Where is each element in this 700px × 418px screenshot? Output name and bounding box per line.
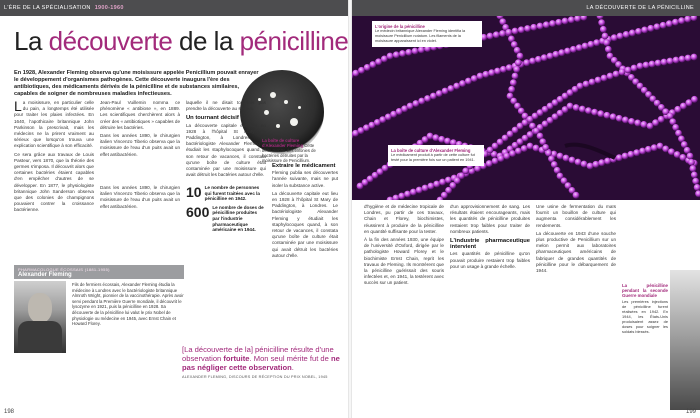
body-column-3: laquelle il ne disait toutefois pas prendre la découverte au sérieux. Un tournant décisif La découverte capitale eut lieu en 1928 à l'hôpital St Mary de Paddington, à Londres. Le bactériologiste Alexander Fleming y étudiait les staphylocoques quand, à son retour de vacances, il constata qu'une boîte de culture était contaminée par une moisissure qui avait détruit les bactéries autour d'elle. [186, 100, 266, 178]
body-column-1: La moisissure, en particulier celle du pain, a longtemps été utilisée pour traiter les plaies infectées. En 1640, l'apothicaire britannique John Parkinson la prescrivait, mais les médecins ne la prirent vraiment au sérieux que lorsqu'on trouva une explication scientifique à son efficacité. Ce sera grâce aux travaux de Louis Pasteur, vers 1870, que la théorie des germes s'imposa. Il découvrit alors que certaines bactéries étaient capables d'en empêcher d'autres de se développer. En 1877, le physiologiste britannique John Sanderson observa que des colonies de champignons pouvaient contrer la croissance bactérienne. [14, 100, 94, 213]
pull-quote: [La découverte de la] pénicilline résulte d'une observation fortuite. Mon seul mérite fut de ne pas négliger cette observation. ALEXANDER FLEMING, DISCOURS DE RÉCEPTION DU PRIX NOBEL, 1945 [182, 345, 350, 379]
fact-item: 600 Le nombre de doses de pénicilline produites par l'industrie pharmaceutique américaine en 1944. [186, 203, 264, 233]
subheading-turning-point: Un tournant décisif [186, 115, 239, 122]
quote-attribution: ALEXANDER FLEMING, DISCOURS DE RÉCEPTION DU PRIX NOBEL, 1945 [182, 375, 328, 379]
fleming-portrait [14, 281, 66, 353]
biography-text: Fils de fermiers écossais, Alexander Fleming étudia la médecine à Londres avec le bactériologiste britannique Almroth Wright, pionnier de la vaccinothérapie. Après avoir servi pendant la Première Guerre mondiale, il découvrit le lysozyme en 1921, puis la pénicilline en 1928. Sa découverte de la pénicilline lui valut le prix Nobel de physiologie ou médecine en 1945, avec Ernst Chain et Howard Florey. [72, 282, 184, 327]
side-caption: La pénicilline pendant la seconde Guerre mondiale Les premières injections de pénicilline furent réalisées en 1942. En 1944, les États-Unis produisaient assez de doses pour soigner les soldats blessés. [622, 283, 668, 334]
biography-box [14, 265, 184, 357]
left-header-bar [0, 0, 350, 16]
body-column-4: Extraire le médicament Fleming publia ses découvertes l'année suivante, mais ne put isoler la substance active. La découverte capitale eut lieu en 1928 à l'hôpital St Mary de Paddington, à Londres. Le bactériologiste Alexander Fleming y étudiait les staphylocoques quand, à son retour de vacances, il constata qu'une boîte de culture était contaminée par une moisissure qui avait détruit les bactéries autour d'elle. [272, 163, 338, 258]
right-column-1: d'hygiène et de médecine tropicale de Londres, pu partir de ces travaux, Chain et Florey, biochimistes, réussirent à produire de la pénicilline en quantité suffisante pour la tester. À la fin des années 1930, une équipe de l'université d'Oxford, dirigée par le pathologiste Howard Florey et le biochimiste Ernst Chain, reprit les travaux de Fleming. Ils montrèrent que la pénicilline guérissait des souris infectées et, en 1941, la testèrent avec succès sur un patient. [364, 204, 444, 286]
left-header-years: 1900-1960 [94, 5, 124, 11]
fact-item: 10 Le nombre de personnes qui furent traitées avec la pénicilline en 1942. [186, 184, 260, 202]
culture-caption: La boîte de culture d'Alexander Fleming Le médicament produit à partir de cette culture fut testé pour la première fois sur un patient en 1941. [388, 145, 484, 166]
right-column-2: d'un approvisionnement de sang. Les résultats étaient encourageants, mais les quantités de pénicilline produites restaient trop faibles pour traiter de nombreux patients. L'industrie pharmaceutique intervient Les quantités de pénicilline qu'on pouvait produire restaient trop faibles pour un usage à grande échelle. [450, 204, 530, 269]
right-header-section: LA DÉCOUVERTE DE LA PÉNICILLINE [586, 5, 694, 11]
lead-paragraph: En 1928, Alexander Fleming observa qu'une moisissure appelée Penicillium pouvait enrayer le développement d'organismes pathogènes. Cette découverte inaugura l'ère des antibiotiques, des médicaments dérivés de la pénicilline et de substances similaires, capables de soigner de nombreuses maladies infectieuses. [14, 70, 259, 97]
wartime-photo [670, 270, 700, 410]
petri-caption: La boîte de culture d'Alexander Fleming Cette boîte montre des colonies de bactéries détruites par la moisissure de Penicillium. [262, 138, 316, 163]
left-header-section: L'ÈRE DE LA SPÉCIALISATION [4, 5, 91, 11]
page-title: La découverte de la pénicilline [14, 26, 349, 56]
page-number-right: 199 [685, 409, 696, 415]
subheading-extract: Extraire le médicament [272, 163, 336, 169]
biography-header: PHARMACOLOGUE ÉCOSSAIS (1881-1955) Alexander Fleming [14, 265, 184, 279]
page-number-left: 198 [4, 409, 15, 415]
body-column-2b: Dans les années 1890, le chirurgien italien Vincenzo Tiberio observa que la moisissure de l'eau d'un puits avait un effet antibactérien. [100, 185, 180, 209]
right-column-3: Une usine de fermentation du maïs fournit un bouillon de culture qui augmenta considérablement les rendements. La découverte en 1943 d'une souche plus productive de Penicillium sur un melon permit aux laboratoires pharmaceutiques américains de fabriquer de grandes quantités de pénicilline pour le débarquement de 1944. [536, 204, 616, 274]
micrograph-caption: L'origine de la pénicilline Le médecin britannique Alexander Fleming identifia la moisissure Penicillium notatum. Les filaments de la moisissure apparaissent ici en violet. [372, 21, 482, 47]
right-header-bar [350, 0, 700, 16]
body-column-2: Jean-Paul Vuillemin nomma ce phénomène « antibiose », en 1889. Les scientifiques cherchèrent alors à créer des « antibiotiques » capables de détruire les bactéries. Dans les années 1890, le chirurgien italien Vincenzo Tiberio observa que la moisissure de l'eau d'un puits avait un effet antibactérien. [100, 100, 180, 157]
book-gutter [348, 0, 352, 418]
subheading-industry: L'industrie pharmaceutique intervient [450, 238, 530, 251]
right-page [350, 0, 700, 418]
